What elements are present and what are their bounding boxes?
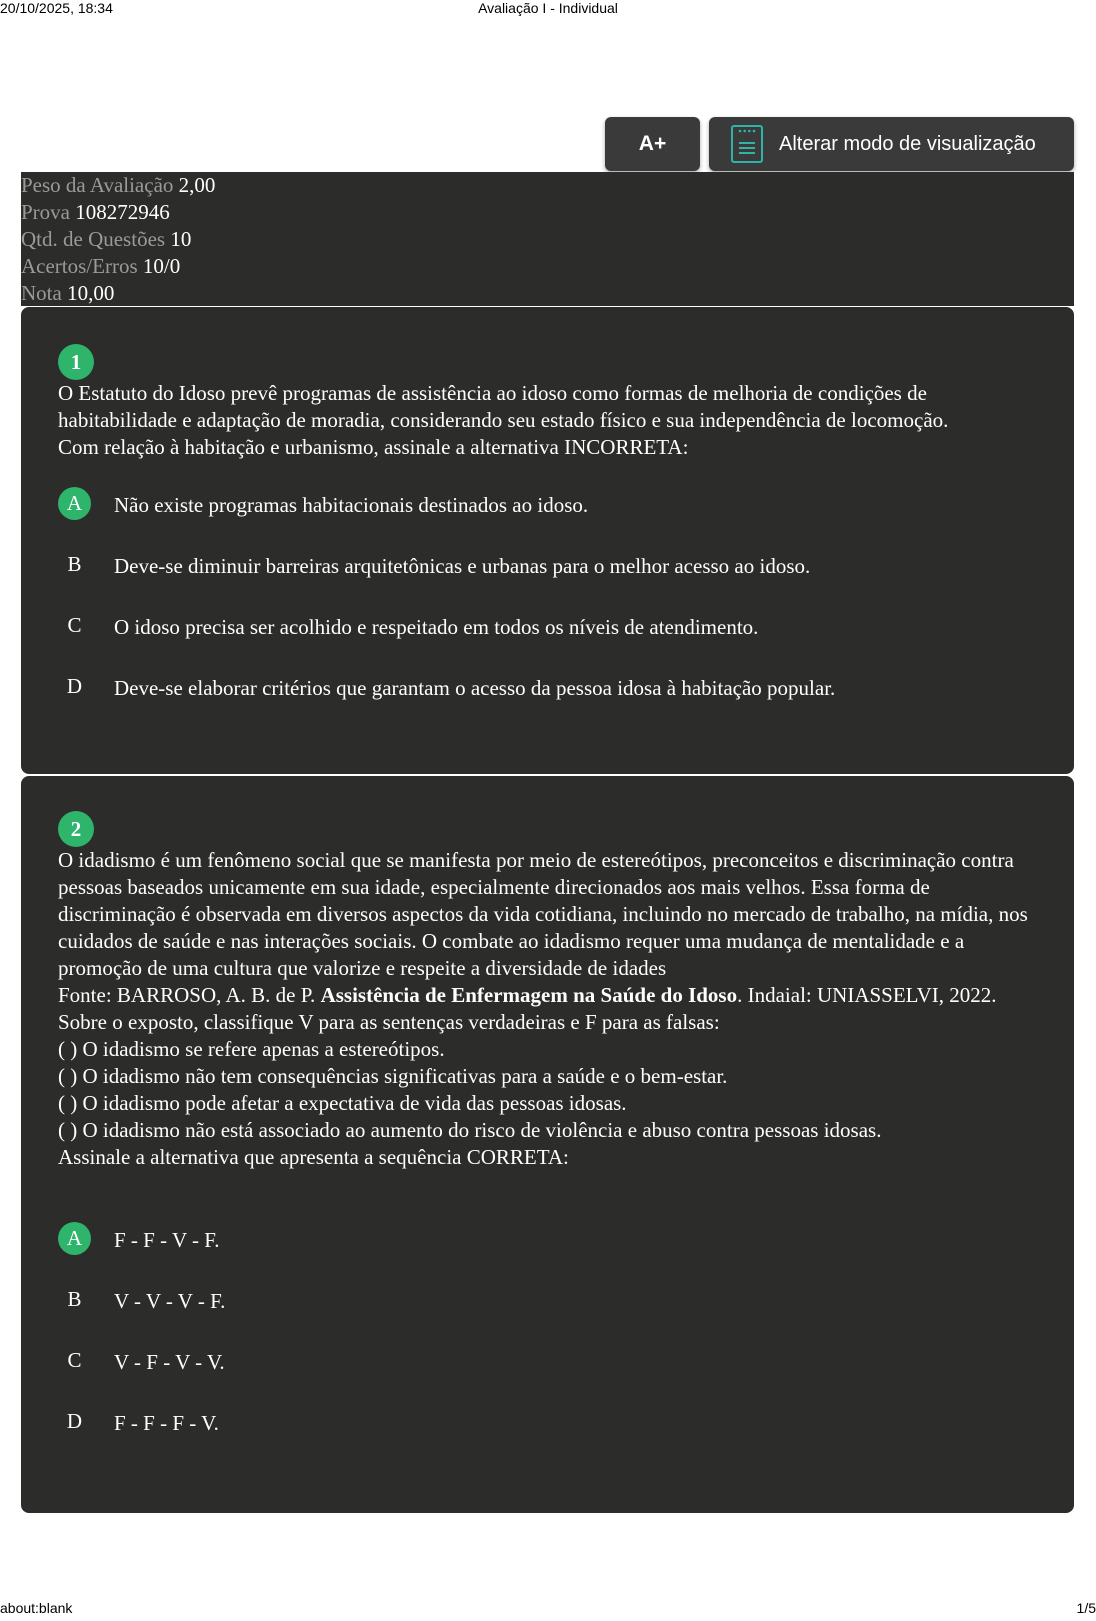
print-header [0, 0, 1096, 18]
alternative-option[interactable] [58, 548, 1048, 584]
alternative-letter-correct: A [58, 1222, 91, 1255]
alternative-text: V - V - V - F. [114, 1289, 226, 1313]
true-false-statement: ( ) O idadismo não está associado ao aumento do risco de violência e abuso contra pessoas idosas. [58, 1118, 882, 1142]
summary-value: 2,00 [178, 173, 216, 197]
alternative-letter: D [66, 1409, 83, 1433]
true-false-statement: ( ) O idadismo não tem consequências significativas para a saúde e o bem-estar. [58, 1064, 728, 1088]
summary-row-grade [21, 280, 1074, 307]
summary-row-exam [21, 199, 1074, 226]
true-false-statement: ( ) O idadismo se refere apenas a estereótipos. [58, 1037, 445, 1061]
summary-value: 10,00 [67, 281, 115, 305]
summary-value: 10 [170, 227, 192, 251]
source-book-title: Assistência de Enfermagem na Saúde do Idoso [320, 983, 738, 1007]
question-text [58, 847, 1048, 1171]
summary-label: Acertos/Erros [21, 254, 138, 278]
question-number-badge: 2 [58, 811, 94, 847]
alternative-text: F - F - V - F. [114, 1228, 220, 1252]
summary-label: Peso da Avaliação [21, 173, 174, 197]
alternative-option[interactable] [58, 1405, 1048, 1441]
print-page-title: Avaliação I - Individual [478, 0, 618, 16]
question-card [21, 776, 1074, 1513]
alternative-letter: B [67, 552, 82, 576]
summary-label: Prova [21, 200, 70, 224]
alternative-text: F - F - F - V. [114, 1411, 219, 1435]
question-prompt: Assinale a alternativa que apresenta a sequência CORRETA: [58, 1145, 569, 1169]
alternative-text: Deve-se elaborar critérios que garantam o acesso da pessoa idosa à habitação popular. [114, 676, 836, 700]
alternative-text: V - F - V - V. [114, 1350, 225, 1374]
true-false-statement: ( ) O idadismo pode afetar a expectativa de vida das pessoas idosas. [58, 1091, 627, 1115]
question-statement: O Estatuto do Idoso prevê programas de assistência ao idoso como formas de melhoria de condições de habitabilidade e adaptação de moradia, considerando seu estado físico e sua independência de locomoção. [58, 381, 949, 432]
question-number-badge: 1 [58, 344, 94, 380]
print-footer [0, 1600, 1096, 1618]
alternative-option[interactable] [58, 1283, 1048, 1319]
alternative-text: O idoso precisa ser acolhido e respeitado em todos os níveis de atendimento. [114, 615, 759, 639]
alternative-text: Deve-se diminuir barreiras arquitetônicas e urbanas para o melhor acesso ao idoso. [114, 554, 811, 578]
question-prompt: Com relação à habitação e urbanismo, assinale a alternativa INCORRETA: [58, 435, 689, 459]
alternative-letter: C [67, 1348, 82, 1372]
alternative-letter: B [67, 1287, 82, 1311]
summary-row-score-ratio [21, 253, 1074, 280]
alternative-option[interactable] [58, 609, 1048, 645]
question-statement: O idadismo é um fenômeno social que se manifesta por meio de estereótipos, preconceitos e discriminação contra pessoas baseados unicamente em sua idade, especialmente direcionados aos mais velhos. Essa forma de discriminação é observada em diversos aspectos da vida cotidiana, incluindo no mercado de trabalho, na mídia, nos cuidados de saúde e nas interações sociais. O combate ao idadismo requer uma mudança de mentalidade e a promoção de uma cultura que valorize e respeite a diversidade de idades [58, 848, 1028, 980]
alternative-letter-correct: A [58, 487, 91, 520]
view-mode-label: Alterar modo de visualização [779, 132, 1036, 155]
print-datetime: 20/10/2025, 18:34 [0, 0, 113, 16]
summary-label: Nota [21, 281, 62, 305]
summary-row-question-count [21, 226, 1074, 253]
evaluation-summary [21, 172, 1074, 306]
source-prefix: Fonte: BARROSO, A. B. de P. [58, 983, 321, 1007]
alternative-text: Não existe programas habitacionais destinados ao idoso. [114, 493, 589, 517]
print-url: about:blank [0, 1600, 73, 1616]
question-card [21, 307, 1074, 774]
alternative-option[interactable] [58, 1222, 1048, 1258]
alternative-option[interactable] [58, 487, 1048, 523]
summary-label: Qtd. de Questões [21, 227, 166, 251]
print-page-number: 1/5 [1076, 1600, 1096, 1616]
question-text [58, 380, 1048, 461]
alternative-option[interactable] [58, 1344, 1048, 1380]
change-view-mode-button[interactable] [709, 117, 1074, 171]
increase-font-button[interactable]: A+ [605, 117, 700, 171]
summary-row-weight [21, 172, 1074, 199]
alternative-letter: C [67, 613, 82, 637]
question-source [58, 982, 1048, 1009]
source-suffix: . Indaial: UNIASSELVI, 2022. [737, 983, 997, 1007]
document-view-icon [731, 125, 763, 163]
question-instruction: Sobre o exposto, classifique V para as sentenças verdadeiras e F para as falsas: [58, 1010, 720, 1034]
summary-value: 10/0 [142, 254, 181, 278]
alternative-option[interactable] [58, 670, 1048, 706]
alternative-letter: D [66, 674, 83, 698]
summary-value: 108272946 [75, 200, 170, 224]
